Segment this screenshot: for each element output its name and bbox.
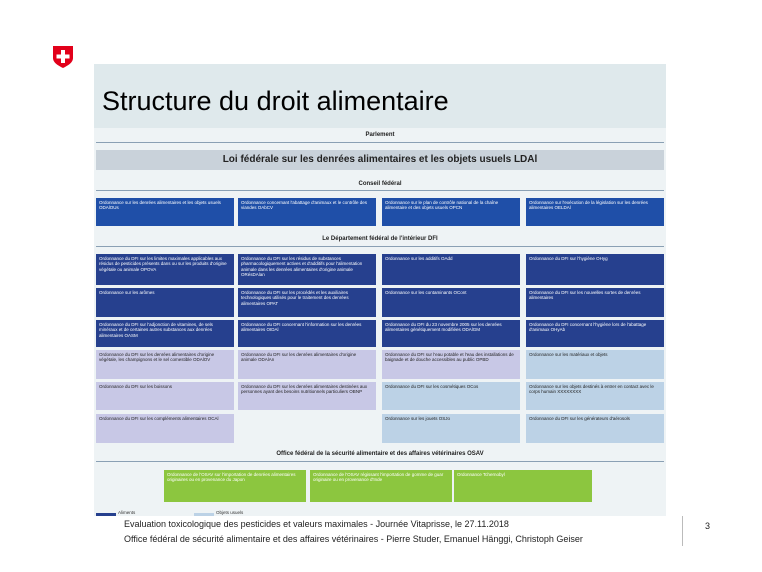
- ordinance-box: Ordonnance du DFI sur les cosmétiques OCos: [382, 382, 520, 410]
- swiss-cross-icon: [52, 46, 74, 68]
- ordinance-box: Ordonnance du DFI sur les procédés et les auxiliaires technologiques utilisés pour le traitement des denrées alimentaires OPAT: [238, 288, 376, 317]
- osav-header: Office fédéral de la sécurité alimentaire et des affaires vétérinaires OSAV: [96, 451, 664, 462]
- footer-divider: [682, 516, 683, 546]
- ordinance-box: Ordonnance sur les denrées alimentaires et les objets usuels ODAlOUs: [96, 198, 234, 226]
- ordinance-box: Ordonnance du DFI sur l'adjonction de vitamines, de sels minéraux et de certaines autres substances aux denrées alimentaires OASM: [96, 320, 234, 347]
- ordinance-box: Ordonnance de l'OSAV régissant l'importation de gomme de guar originaire ou en provenance d'Inde: [310, 470, 452, 502]
- ordinance-box: Ordonnance du DFI concernant l'information sur les denrées alimentaires OIDAl: [238, 320, 376, 347]
- ordinance-box: Ordonnance du DFI sur les résidus de substances pharmacologiquement actives et d'additifs pour l'alimentation animale dans les denrées alimentaires d'origine animale ORésDAlan: [238, 254, 376, 285]
- ordinance-box: Ordonnance sur les contaminants OCont: [382, 288, 520, 317]
- ordinance-box: Ordonnance Tchernobyl: [454, 470, 592, 502]
- ordinance-box: Ordonnance du DFI sur l'eau potable et l'eau des installations de baignade et de douche accessibles au public OPBD: [382, 350, 520, 379]
- slide-title: Structure du droit alimentaire: [102, 86, 449, 116]
- ordinance-box: Ordonnance concernant l'abattage d'animaux et le contrôle des viandes OAbCV: [238, 198, 376, 226]
- ordinance-box: Ordonnance du DFI sur les denrées alimentaires destinées aux personnes ayant des besoins nutritionnels particuliers OBNP: [238, 382, 376, 410]
- ordinance-box: Ordonnance sur les objets destinés à entrer en contact avec le corps humain XXXXXXXX: [526, 382, 664, 410]
- title-bar: [94, 64, 666, 128]
- ordinance-box: Ordonnance de l'OSAV sur l'importation de denrées alimentaires originaires ou en provenance du Japon: [164, 470, 306, 502]
- ordinance-box: Ordonnance du DFI sur les limites maximales applicables aux résidus de pesticides présents dans ou sur les produits d'origine végétale ou animale OPOVA: [96, 254, 234, 285]
- parlement-header: Parlement: [96, 132, 664, 143]
- ordinance-box: Ordonnance sur le plan de contrôle national de la chaîne alimentaire et des objets usuels OPCN: [382, 198, 520, 226]
- ordinance-box: Ordonnance du DFI concernant l'hygiène lors de l'abattage d'animaux OHyAb: [526, 320, 664, 347]
- ordinance-box: Ordonnance du DFI sur les denrées alimentaires d'origine animale ODAlAn: [238, 350, 376, 379]
- ordinance-box: Ordonnance du DFI sur l'hygiène OHyg: [526, 254, 664, 285]
- footer-line-1: Evaluation toxicologique des pesticides et valeurs maximales - Journée Vitaprisse, le 27.11.2018: [124, 519, 509, 529]
- legend-swatch-food: [96, 513, 116, 516]
- footer-line-2: Office fédéral de sécurité alimentaire et des affaires vétérinaires - Pierre Studer, Emanuel Hänggi, Christoph Geiser: [124, 534, 583, 544]
- ordinance-box: Ordonnance sur les arômes: [96, 288, 234, 317]
- food-law-structure-diagram: [94, 128, 666, 516]
- ordinance-box: Ordonnance du DFI sur les compléments alimentaires OCAl: [96, 414, 234, 443]
- legend-label-objects: Objets usuels: [216, 510, 244, 515]
- ordinance-box: Ordonnance sur les jouets OSJo: [382, 414, 520, 443]
- ordinance-box: Ordonnance du DFI sur les boissons: [96, 382, 234, 410]
- page-number: 3: [705, 521, 711, 531]
- ordinance-box: Ordonnance sur les matériaux et objets: [526, 350, 664, 379]
- lda-header: Loi fédérale sur les denrées alimentaires et les objets usuels LDAl: [96, 150, 664, 170]
- legend-swatch-objects: [194, 513, 214, 516]
- ordinance-box: Ordonnance du DFI sur les denrées alimentaires d'origine végétale, les champignons et le sel comestible ODAlOV: [96, 350, 234, 379]
- legend-label-food: Aliments: [118, 510, 136, 515]
- ordinance-box: Ordonnance du DFI sur les nouvelles sortes de denrées alimentaires: [526, 288, 664, 317]
- dfi-header: Le Département fédéral de l'intérieur DFI: [96, 236, 664, 247]
- ordinance-box: Ordonnance du DFI sur les générateurs d'aérosols: [526, 414, 664, 443]
- ordinance-box: Ordonnance du DFI du 23 novembre 2005 sur les denrées alimentaires génétiquement modifiées ODAlGM: [382, 320, 520, 347]
- ordinance-box: Ordonnance sur l'exécution de la législation sur les denrées alimentaires OELDAl: [526, 198, 664, 226]
- conseil-federal-header: Conseil fédéral: [96, 181, 664, 191]
- ordinance-box: Ordonnance sur les additifs OAdd: [382, 254, 520, 285]
